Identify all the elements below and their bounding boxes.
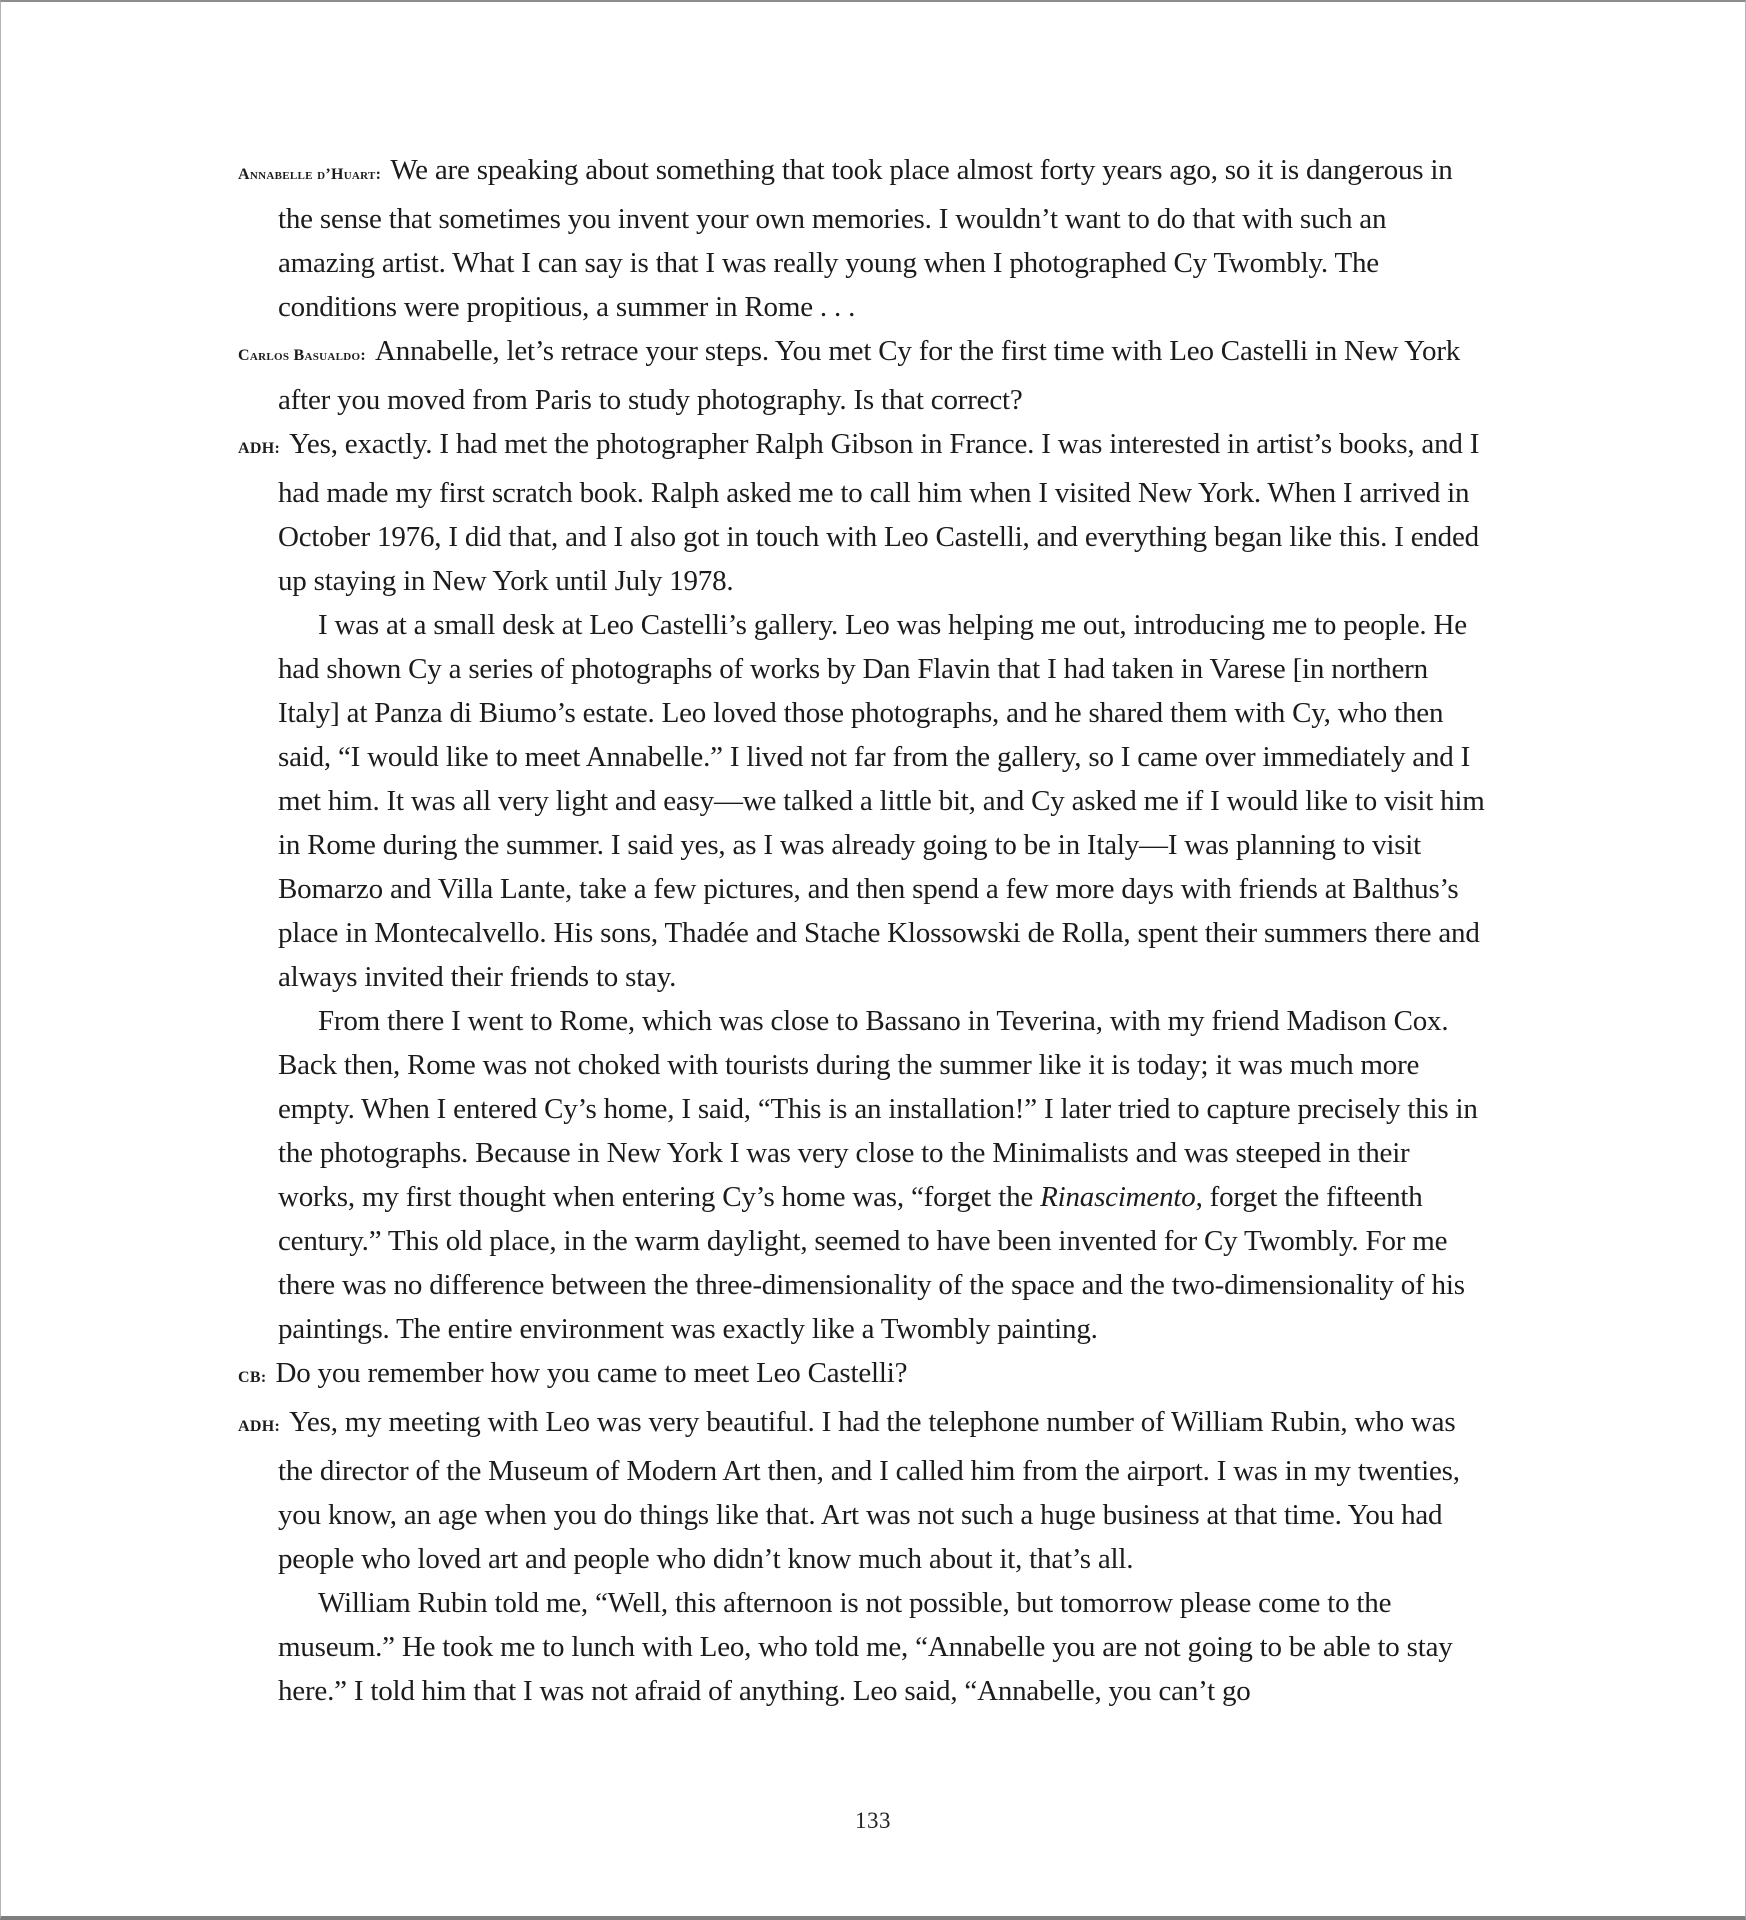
speech-text: From there I went to Rome, which was close to Bassano in Teverina, with my friend Madison Cox. Back then, Rome was not choked with tourists during the summer like it is today; it was much more empty. When I entered Cy’s home, I said, “This is an installation!” I later tried to capture precisely this in the photographs. Because in New York I was very close to the Minimalists and was steeped in their works, my first thought when entering Cy’s home was, “forget the xyxy=(278,1005,1478,1213)
speech-paragraph xyxy=(238,329,1490,422)
speech-text: , forget the fifteenth century.” This old place, in the warm daylight, seemed to have been invented for Cy Twombly. For me there was no difference between the three-dimensionality of the space and the two-dimensionality of his paintings. The entire environment was exactly like a Twombly painting. xyxy=(278,1181,1465,1345)
speaker-label-cb: CB: xyxy=(238,1369,267,1386)
speech-paragraph xyxy=(238,999,1490,1351)
speech-text: Annabelle, let’s retrace your steps. You met Cy for the first time with Leo Castelli in New York after you moved from Paris to study photography. Is that correct? xyxy=(278,335,1461,416)
speech-paragraph xyxy=(238,148,1490,329)
speech-paragraph xyxy=(238,603,1490,999)
speech-cb-question xyxy=(238,1351,1490,1400)
speech-adh-william-rubin xyxy=(238,1400,1490,1713)
speech-paragraph xyxy=(238,1351,1490,1400)
speech-paragraph xyxy=(238,1581,1490,1713)
speech-text: Yes, my meeting with Leo was very beautiful. I had the telephone number of William Rubin, who was the director of the Museum of Modern Art then, and I called him from the airport. I was in my twenties, you know, an age when you do things like that. Art was not such a huge business at that time. You had people who loved art and people who didn’t know much about it, that’s all. xyxy=(278,1406,1460,1575)
speech-text: We are speaking about something that took place almost forty years ago, so it is dangerous in the sense that sometimes you invent your own memories. I wouldn’t want to do that with such an amazing artist. What I can say is that I was really young when I photographed Cy Twombly. The conditions were propitious, a summer in Rome . . . xyxy=(278,154,1453,323)
speaker-label-annabelle-dhuart: Annabelle d’Huart: xyxy=(238,166,382,183)
speaker-label-adh: ADH: xyxy=(238,440,281,457)
italic-term: Rinascimento xyxy=(1040,1181,1196,1213)
speech-adh-castelli-gallery xyxy=(238,422,1490,1351)
speech-carlos-basualdo xyxy=(238,329,1490,422)
speech-text: Yes, exactly. I had met the photographer Ralph Gibson in France. I was interested in artist’s books, and I had made my first scratch book. Ralph asked me to call him when I visited New York. When I arrived in October 1976, I did that, and I also got in touch with Leo Castelli, and everything began like this. I ended up staying in New York until July 1978. xyxy=(278,428,1480,597)
speech-paragraph xyxy=(238,1400,1490,1581)
speech-text: I was at a small desk at Leo Castelli’s gallery. Leo was helping me out, introducing me to people. He had shown Cy a series of photographs of works by Dan Flavin that I had taken in Varese [in northern Italy] at Panza di Biumo’s estate. Leo loved those photographs, and he shared them with Cy, who then said, “I would like to meet Annabelle.” I lived not far from the gallery, so I came over immediately and I met him. It was all very light and easy—we talked a little bit, and Cy asked me if I would like to visit him in Rome during the summer. I said yes, as I was already going to be in Italy—I was planning to visit Bomarzo and Villa Lante, take a few pictures, and then spend a few more days with friends at Balthus’s place in Montecalvello. His sons, Thadée and Stache Klossowski de Rolla, spent their summers there and always invited their friends to stay. xyxy=(278,609,1485,993)
speech-text: William Rubin told me, “Well, this afternoon is not possible, but tomorrow please come to the museum.” He took me to lunch with Leo, who told me, “Annabelle you are not going to be able to stay here.” I told him that I was not afraid of anything. Leo said, “Annabelle, you can’t go xyxy=(278,1587,1453,1707)
speech-paragraph xyxy=(238,422,1490,603)
speaker-label-adh: ADH: xyxy=(238,1418,281,1435)
interview-text-block xyxy=(238,148,1490,1713)
speaker-label-carlos-basualdo: Carlos Basualdo: xyxy=(238,347,367,364)
speech-adh-intro xyxy=(238,148,1490,329)
speech-text: Do you remember how you came to meet Leo Castelli? xyxy=(275,1357,908,1389)
page-number: 133 xyxy=(855,1808,891,1833)
